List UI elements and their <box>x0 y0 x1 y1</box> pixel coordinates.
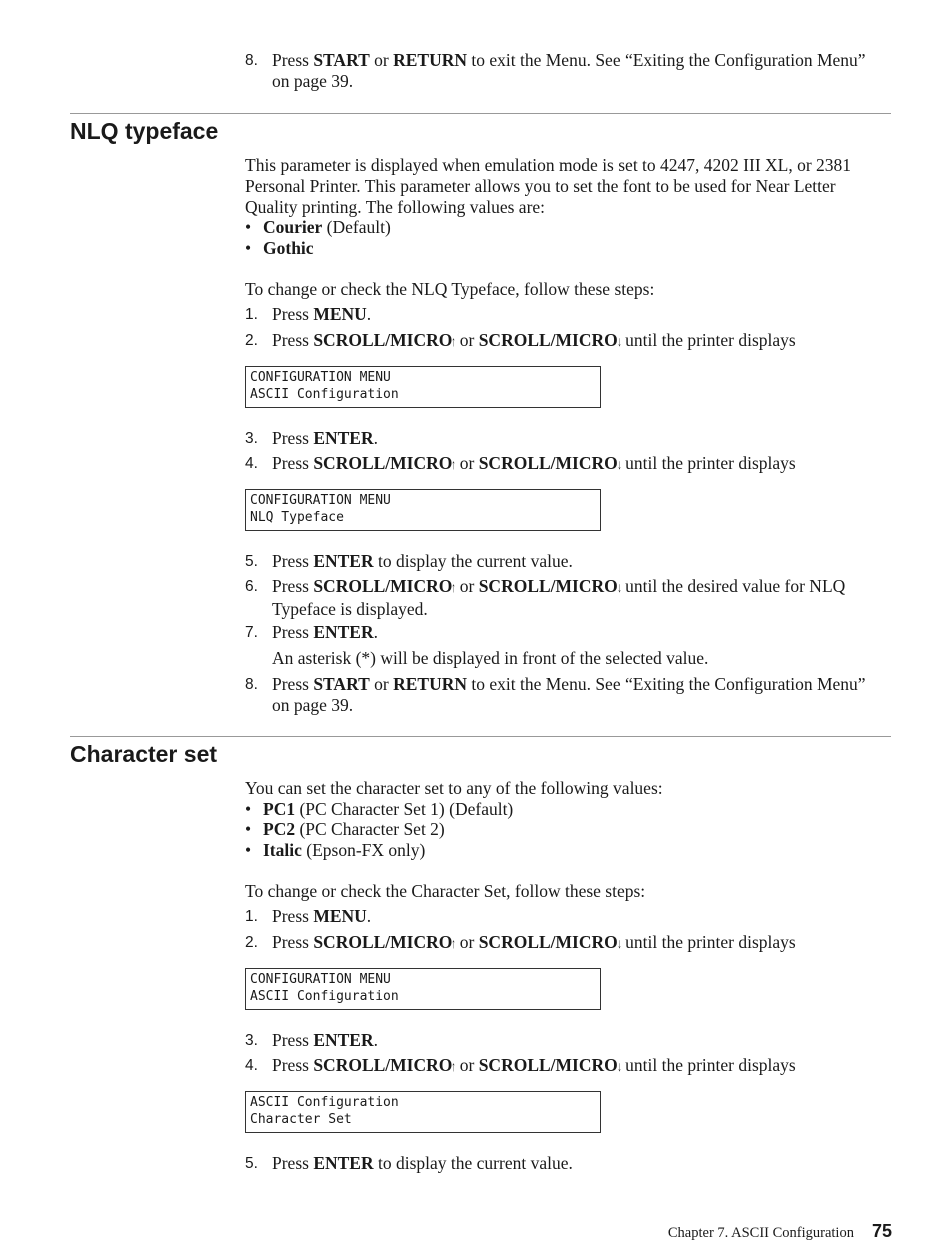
display-line-2: ASCII Configuration <box>250 989 399 1004</box>
arrow-up-icon: ↑ <box>451 937 456 952</box>
step-number: 8. <box>245 52 258 69</box>
bullet-dot: • <box>245 840 252 860</box>
charset-steps-intro: To change or check the Character Set, follow these steps: <box>245 881 646 901</box>
charset-intro-paragraph: You can set the character set to any of the following values: <box>245 778 663 798</box>
step-text: Press START or RETURN to exit the Menu. See “Exiting the Configuration Menu” on page 39. <box>272 50 866 91</box>
nlq-steps-intro: To change or check the NLQ Typeface, follow these steps: <box>245 279 655 299</box>
display-line-1: CONFIGURATION MENU <box>250 972 391 987</box>
printer-display-screen <box>245 1091 601 1133</box>
step-number: 2. <box>245 934 258 951</box>
step-text: Press SCROLL/MICRO↑ or SCROLL/MICRO↓ until the printer displays <box>272 453 875 476</box>
bullet-dot: • <box>245 238 252 258</box>
step-text: Press MENU. <box>272 304 372 324</box>
nlq-step-8 <box>245 674 875 716</box>
step-number: 8. <box>245 676 258 693</box>
charset-step-1 <box>245 906 875 927</box>
charset-step-3 <box>245 1030 875 1051</box>
nlq-step-7 <box>245 622 875 643</box>
section-divider <box>70 736 891 737</box>
top-step-8 <box>245 50 875 92</box>
display-line-1: CONFIGURATION MENU <box>250 493 391 508</box>
arrow-up-icon: ↑ <box>451 1060 456 1075</box>
page-footer <box>668 1221 892 1243</box>
display-line-2: Character Set <box>250 1112 352 1127</box>
nlq-intro-paragraph: This parameter is displayed when emulation mode is set to 4247, 4202 III XL, or 2381 Personal Printer. This parameter allows you to set the font to be used for Near Letter Quality printing. The following values are: <box>245 155 852 217</box>
charset-value-italic: • Italic (Epson-FX only) <box>245 840 426 860</box>
step-text: Press ENTER. <box>272 622 378 642</box>
step-text: Press SCROLL/MICRO↑ or SCROLL/MICRO↓ until the printer displays <box>272 1055 875 1078</box>
section-heading-character-set: Character set <box>70 741 218 767</box>
nlq-step-2 <box>245 330 875 353</box>
charset-step-4 <box>245 1055 875 1078</box>
arrow-up-icon: ↑ <box>451 458 456 473</box>
page-number: 75 <box>871 1221 892 1241</box>
step-text: Press SCROLL/MICRO↑ or SCROLL/MICRO↓ until the printer displays <box>272 932 875 955</box>
nlq-step-3 <box>245 428 875 449</box>
step-text: Press ENTER to display the current value. <box>272 1153 573 1173</box>
bullet-dot: • <box>245 217 252 237</box>
charset-value-pc1: • PC1 (PC Character Set 1) (Default) <box>245 799 514 819</box>
step-number: 3. <box>245 1032 258 1049</box>
charset-step-2 <box>245 932 875 955</box>
step-text: Press ENTER. <box>272 428 378 448</box>
display-line-1: CONFIGURATION MENU <box>250 370 391 385</box>
step-number: 3. <box>245 430 258 447</box>
display-line-2: ASCII Configuration <box>250 387 399 402</box>
display-line-2: NLQ Typeface <box>250 510 344 525</box>
section-divider <box>70 113 891 114</box>
step-text: Press SCROLL/MICRO↑ or SCROLL/MICRO↓ until the desired value for NLQ Typeface is displayed. <box>272 576 846 619</box>
footer-chapter-title: Chapter 7. ASCII Configuration <box>667 1225 854 1241</box>
bullet-dot: • <box>245 799 252 819</box>
nlq-step-7-note: An asterisk (*) will be displayed in front of the selected value. <box>272 648 709 668</box>
step-text: Press START or RETURN to exit the Menu. See “Exiting the Configuration Menu” on page 39. <box>272 674 866 715</box>
step-number: 1. <box>245 306 258 323</box>
step-number: 2. <box>245 332 258 349</box>
nlq-step-5 <box>245 551 875 572</box>
charset-step-5 <box>245 1153 875 1174</box>
arrow-down-icon: ↓ <box>617 335 622 350</box>
step-number: 5. <box>245 553 258 570</box>
arrow-up-icon: ↑ <box>451 581 456 596</box>
nlq-value-gothic: • Gothic <box>245 238 314 258</box>
arrow-down-icon: ↓ <box>617 581 622 596</box>
nlq-value-courier: • Courier (Default) <box>245 217 391 237</box>
step-text: Press SCROLL/MICRO↑ or SCROLL/MICRO↓ until the printer displays <box>272 330 875 353</box>
step-number: 7. <box>245 624 258 641</box>
step-text: Press MENU. <box>272 906 372 926</box>
step-number: 4. <box>245 455 258 472</box>
step-text: Press ENTER to display the current value. <box>272 551 573 571</box>
arrow-down-icon: ↓ <box>617 1060 622 1075</box>
bullet-dot: • <box>245 819 252 839</box>
section-heading-nlq-typeface: NLQ typeface <box>70 118 219 144</box>
nlq-step-1 <box>245 304 875 325</box>
printer-display-screen <box>245 489 601 531</box>
arrow-up-icon: ↑ <box>451 335 456 350</box>
step-text: Press ENTER. <box>272 1030 378 1050</box>
arrow-down-icon: ↓ <box>617 458 622 473</box>
step-number: 4. <box>245 1057 258 1074</box>
arrow-down-icon: ↓ <box>617 937 622 952</box>
charset-value-pc2: • PC2 (PC Character Set 2) <box>245 819 445 839</box>
nlq-step-4 <box>245 453 875 476</box>
step-number: 6. <box>245 578 258 595</box>
printer-display-screen <box>245 366 601 408</box>
printer-display-screen <box>245 968 601 1010</box>
nlq-step-6 <box>245 576 875 620</box>
step-number: 5. <box>245 1155 258 1172</box>
step-number: 1. <box>245 908 258 925</box>
display-line-1: ASCII Configuration <box>250 1095 399 1110</box>
